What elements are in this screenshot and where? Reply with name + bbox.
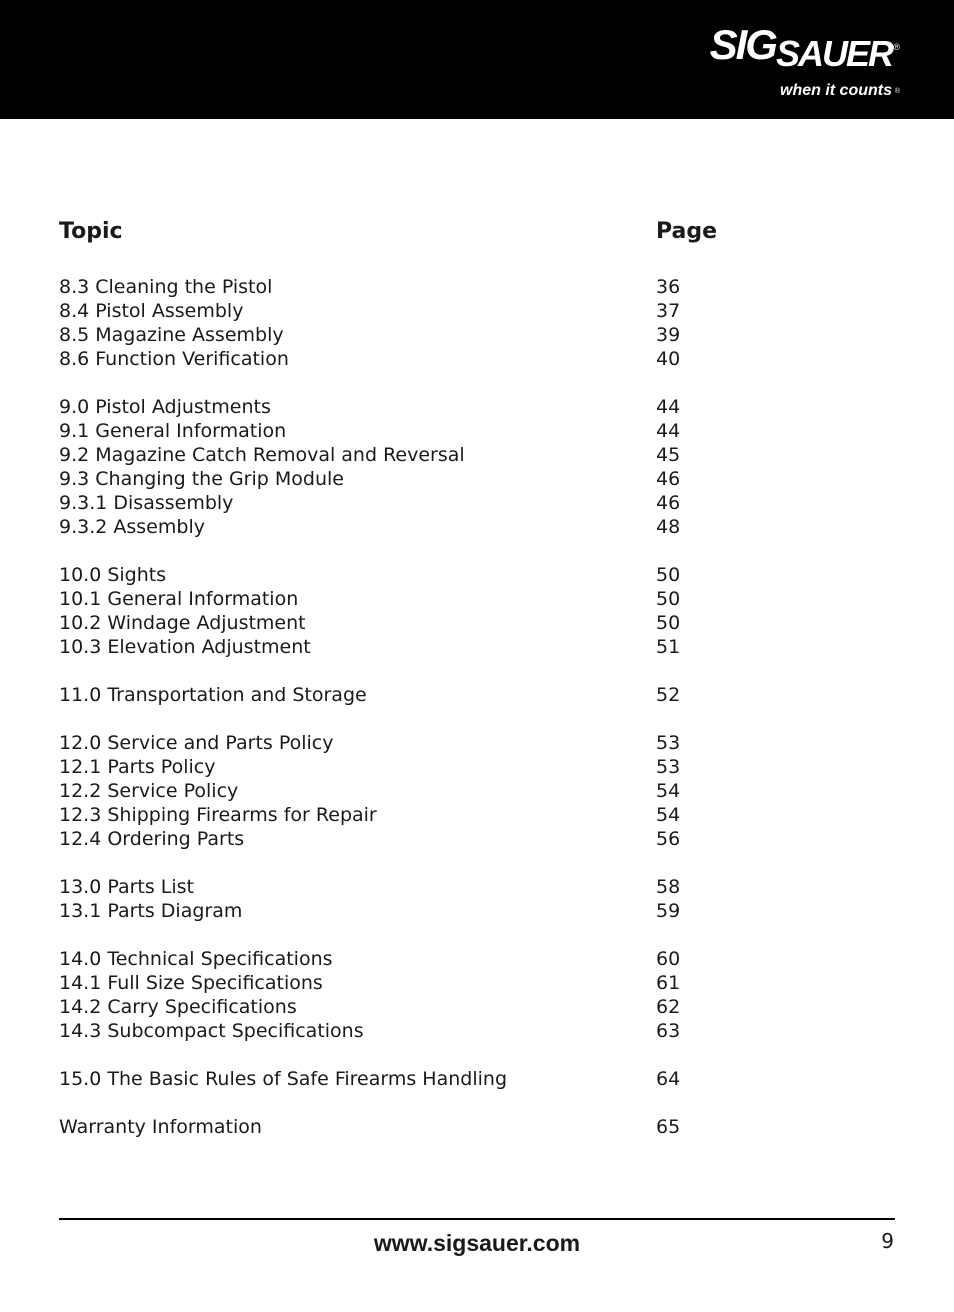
toc-entry-topic: 13.0 Parts List [59,876,195,898]
toc-entry-page: 64 [656,1068,681,1090]
toc-entry [59,467,759,491]
toc-entry [59,971,759,995]
header-bar [0,0,954,119]
toc-group [59,1115,759,1139]
toc-group [59,563,759,659]
toc-entries [59,275,759,1163]
toc-entry-page: 53 [656,732,681,754]
toc-entry-page: 62 [656,996,681,1018]
logo-registered-mark: ® [893,42,900,52]
toc-entry [59,275,759,299]
logo-sig-text: SIG [709,21,776,68]
toc-entry-page: 52 [656,684,681,706]
toc-entry-page: 48 [656,516,681,538]
toc-entry-topic: 9.3 Changing the Grip Module [59,468,344,490]
page-column-heading: Page [656,219,718,244]
toc-entry [59,1019,759,1043]
toc-group [59,731,759,851]
toc-entry [59,491,759,515]
toc-entry [59,683,759,707]
toc-entry-page: 51 [656,636,681,658]
toc-entry [59,731,759,755]
logo-sauer-text: SAUER [775,33,892,74]
toc-entry-topic: 9.3.2 Assembly [59,516,205,538]
toc-entry-page: 56 [656,828,681,850]
toc-entry [59,803,759,827]
toc-entry [59,419,759,443]
toc-entry-topic: 9.1 General Information [59,420,287,442]
toc-group [59,875,759,923]
toc-entry-topic: 12.0 Service and Parts Policy [59,732,334,754]
toc-entry-topic: 14.2 Carry Specifications [59,996,297,1018]
toc-entry [59,779,759,803]
toc-entry [59,1067,759,1091]
toc-entry [59,323,759,347]
toc-entry [59,899,759,923]
toc-entry-page: 37 [656,300,681,322]
tagline-registered-mark: ® [894,88,900,95]
toc-entry-topic: 9.2 Magazine Catch Removal and Reversal [59,444,465,466]
toc-entry-topic: 12.4 Ordering Parts [59,828,245,850]
toc-entry [59,299,759,323]
toc-entry-page: 54 [656,804,681,826]
toc-entry [59,875,759,899]
toc-entry [59,947,759,971]
toc-entry-topic: 14.1 Full Size Specifications [59,972,323,994]
toc-entry-page: 44 [656,396,681,418]
toc-entry-page: 63 [656,1020,681,1042]
toc-entry-page: 60 [656,948,681,970]
toc-entry [59,395,759,419]
toc-entry-page: 45 [656,444,681,466]
toc-entry-page: 61 [656,972,681,994]
toc-entry-topic: 10.1 General Information [59,588,299,610]
toc-entry-page: 40 [656,348,681,370]
toc-entry [59,611,759,635]
footer-divider [59,1218,895,1220]
toc-entry-topic: 9.3.1 Disassembly [59,492,234,514]
toc-entry [59,563,759,587]
toc-entry-page: 46 [656,492,681,514]
toc-entry-topic: 8.6 Function Verification [59,348,289,370]
toc-group [59,395,759,539]
toc-entry-topic: 10.2 Windage Adjustment [59,612,306,634]
toc-entry-page: 36 [656,276,681,298]
toc-group [59,1067,759,1091]
toc-entry-page: 50 [656,612,681,634]
logo-tagline: when it counts [780,82,892,99]
toc-group [59,947,759,1043]
toc-entry-page: 54 [656,780,681,802]
toc-entry-topic: 8.3 Cleaning the Pistol [59,276,273,298]
toc-entry-page: 50 [656,588,681,610]
table-of-contents [59,216,759,1138]
logo-wordmark [709,21,892,74]
toc-entry-topic: 13.1 Parts Diagram [59,900,243,922]
toc-entry [59,995,759,1019]
toc-entry-topic: 11.0 Transportation and Storage [59,684,367,706]
sig-sauer-logo [700,21,900,104]
toc-entry [59,587,759,611]
toc-group [59,275,759,371]
toc-entry-topic: 12.1 Parts Policy [59,756,216,778]
toc-entry-topic: Warranty Information [59,1116,262,1138]
toc-entry-topic: 12.2 Service Policy [59,780,239,802]
footer-website-url: www.sigsauer.com [373,1230,581,1256]
toc-entry [59,635,759,659]
toc-entry-page: 50 [656,564,681,586]
toc-entry-page: 46 [656,468,681,490]
toc-group [59,683,759,707]
toc-entry-topic: 9.0 Pistol Adjustments [59,396,271,418]
toc-entry-page: 58 [656,876,681,898]
toc-entry-topic: 10.0 Sights [59,564,167,586]
toc-entry [59,755,759,779]
toc-entry [59,515,759,539]
toc-entry-topic: 14.3 Subcompact Specifications [59,1020,364,1042]
toc-entry-page: 65 [656,1116,681,1138]
toc-entry-page: 59 [656,900,681,922]
toc-entry-topic: 14.0 Technical Specifications [59,948,333,970]
page-number: 9 [881,1229,894,1253]
toc-entry [59,347,759,371]
toc-entry-topic: 8.5 Magazine Assembly [59,324,284,346]
toc-entry [59,1115,759,1139]
toc-entry-page: 39 [656,324,681,346]
toc-entry-topic: 15.0 The Basic Rules of Safe Firearms Handling [59,1068,508,1090]
toc-entry [59,827,759,851]
toc-entry-topic: 10.3 Elevation Adjustment [59,636,311,658]
topic-column-heading: Topic [59,219,123,244]
toc-entry [59,443,759,467]
toc-entry-topic: 12.3 Shipping Firearms for Repair [59,804,377,826]
toc-entry-page: 53 [656,756,681,778]
toc-entry-page: 44 [656,420,681,442]
toc-header-row [59,216,759,248]
toc-entry-topic: 8.4 Pistol Assembly [59,300,244,322]
